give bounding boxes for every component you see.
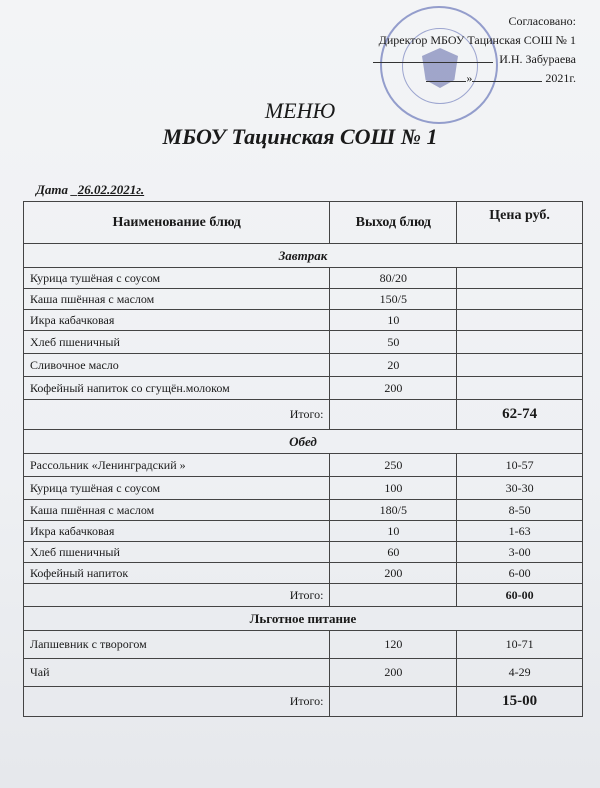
dish-portion: 80/20 (330, 268, 457, 289)
table-row (24, 659, 583, 687)
school-name: МБОУ Тацинская СОШ № 1 (162, 124, 438, 149)
dish-name: Хлеб пшеничный (24, 542, 330, 563)
dish-portion: 10 (330, 521, 457, 542)
menu-date (36, 182, 144, 198)
dish-portion: 250 (330, 454, 457, 477)
total-price: 62-74 (457, 400, 583, 430)
section-title: Льготное питание (24, 607, 583, 631)
header-price: Цена руб. (457, 202, 583, 244)
dish-price: 4-29 (457, 659, 583, 687)
dish-name: Курица тушёная с соусом (24, 477, 330, 500)
dish-portion: 200 (330, 659, 457, 687)
dish-portion: 10 (330, 310, 457, 331)
dish-name: Лапшевник с творогом (24, 631, 330, 659)
total-portion-empty (330, 400, 457, 430)
total-label: Итого: (24, 400, 330, 430)
approval-year: 2021г. (545, 71, 576, 85)
section-title: Обед (24, 430, 583, 454)
dish-portion: 120 (330, 631, 457, 659)
dish-price (457, 354, 583, 377)
header-dish-name: Наименование блюд (24, 202, 330, 244)
dish-price: 1-63 (457, 521, 583, 542)
benefit-total-row (24, 687, 583, 717)
section-breakfast (24, 244, 583, 268)
date-value: 26.02.2021г. (77, 182, 145, 197)
total-label: Итого: (24, 687, 330, 717)
dish-name: Кофейный напиток (24, 563, 330, 584)
table-row (24, 563, 583, 584)
lunch-total-row (24, 584, 583, 607)
dish-portion: 200 (330, 563, 457, 584)
table-row (24, 310, 583, 331)
dish-portion: 50 (330, 331, 457, 354)
table-row (24, 377, 583, 400)
date-blank-day (426, 81, 466, 82)
table-row (24, 354, 583, 377)
dish-name: Кофейный напиток со сгущён.молоком (24, 377, 330, 400)
section-benefit (24, 607, 583, 631)
dish-price (457, 268, 583, 289)
dish-price (457, 310, 583, 331)
date-blank-month (472, 81, 542, 82)
total-portion-empty (330, 584, 457, 607)
dish-price: 3-00 (457, 542, 583, 563)
table-row (24, 521, 583, 542)
dish-name: Чай (24, 659, 330, 687)
total-price: 15-00 (457, 687, 583, 717)
total-price: 60-00 (457, 584, 583, 607)
dish-name: Хлеб пшеничный (24, 331, 330, 354)
total-portion-empty (330, 687, 457, 717)
dish-portion: 100 (330, 477, 457, 500)
dish-price (457, 289, 583, 310)
dish-price: 6-00 (457, 563, 583, 584)
approval-position: Директор МБОУ Тацинская СОШ № 1 (378, 33, 576, 47)
header-portion: Выход блюд (330, 202, 457, 244)
section-lunch (24, 430, 583, 454)
section-title: Завтрак (24, 244, 583, 268)
dish-portion: 150/5 (330, 289, 457, 310)
dish-name: Икра кабачковая (24, 521, 330, 542)
total-label: Итого: (24, 584, 330, 607)
dish-price: 30-30 (457, 477, 583, 500)
table-row (24, 268, 583, 289)
dish-portion: 180/5 (330, 500, 457, 521)
table-row (24, 331, 583, 354)
dish-price (457, 331, 583, 354)
dish-name: Каша пшённая с маслом (24, 500, 330, 521)
dish-price: 8-50 (457, 500, 583, 521)
table-row (24, 454, 583, 477)
dish-price: 10-57 (457, 454, 583, 477)
dish-name: Каша пшённая с маслом (24, 289, 330, 310)
dish-name: Икра кабачковая (24, 310, 330, 331)
table-row (24, 631, 583, 659)
table-row (24, 542, 583, 563)
menu-table (23, 201, 583, 717)
table-row (24, 289, 583, 310)
dish-name: Сливочное масло (24, 354, 330, 377)
dish-price: 10-71 (457, 631, 583, 659)
approval-heading: Согласовано: (508, 14, 576, 28)
dish-portion: 60 (330, 542, 457, 563)
approval-quote: » (466, 71, 473, 85)
approval-block (316, 12, 576, 88)
approval-signer: И.Н. Забураева (499, 52, 576, 66)
approval-signature-line (316, 50, 576, 69)
dish-portion: 20 (330, 354, 457, 377)
table-row (24, 477, 583, 500)
table-row (24, 500, 583, 521)
signature-blank (373, 62, 493, 63)
dish-name: Курица тушёная с соусом (24, 268, 330, 289)
approval-date-line (316, 69, 576, 88)
table-header-row (24, 202, 583, 244)
date-label: Дата _ (36, 182, 78, 197)
page-title: МЕНЮ (264, 98, 336, 123)
dish-portion: 200 (330, 377, 457, 400)
dish-name: Рассольник «Ленинградский » (24, 454, 330, 477)
breakfast-total-row (24, 400, 583, 430)
dish-price (457, 377, 583, 400)
